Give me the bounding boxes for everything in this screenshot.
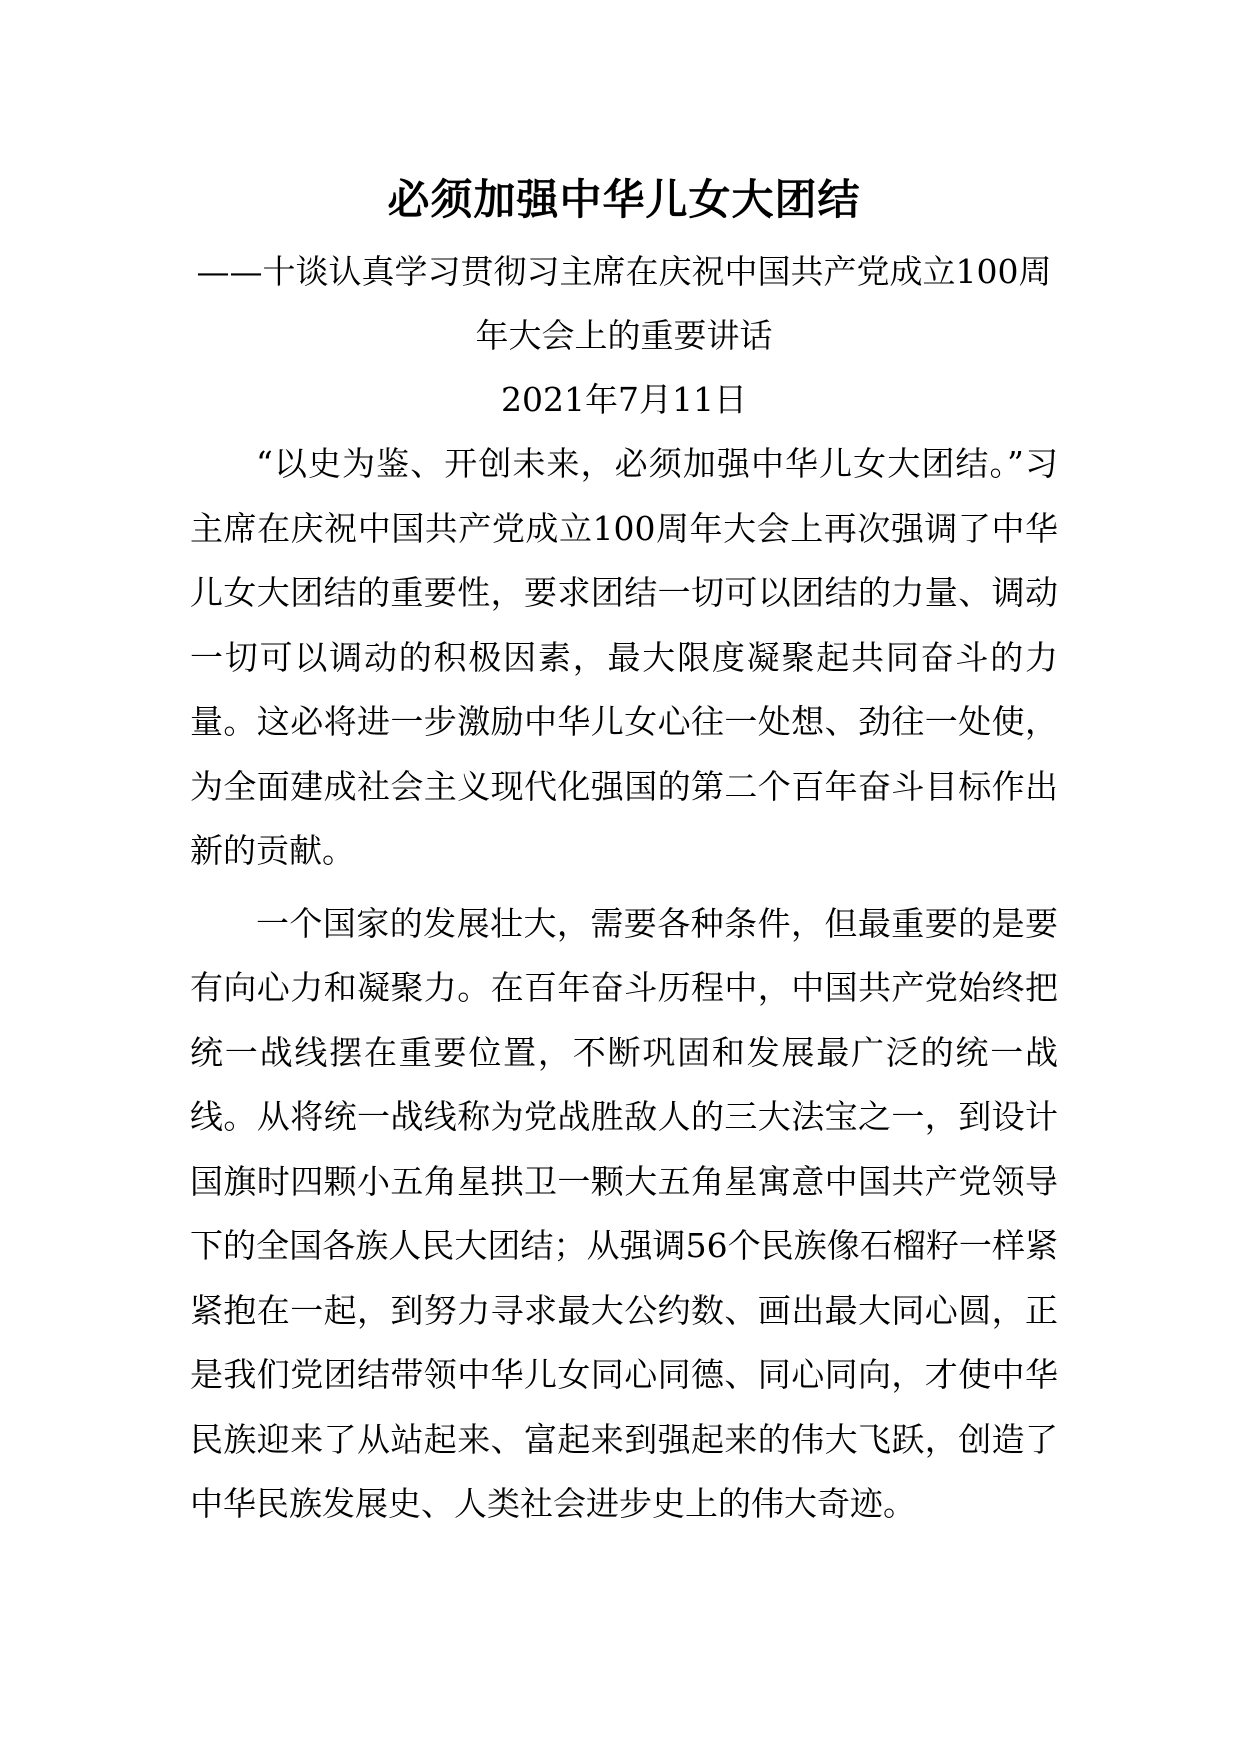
body-paragraph-1: “以史为鉴、开创未来，必须加强中华儿女大团结。”习主席在庆祝中国共产党成立100周年大会上再次强调了中华儿女大团结的重要性，要求团结一切可以团结的力量、调动一切可以调动的积极因素，最大限度凝聚起共同奋斗的力量。这必将进一步激励中华儿女心往一处想、劲往一处使，为全面建成社会主义现代化强国的第二个百年奋斗目标作出新的贡献。 — [190, 444, 1058, 870]
body-paragraph-2: 一个国家的发展壮大，需要各种条件，但最重要的是要有向心力和凝聚力。在百年奋斗历程中，中国共产党始终把统一战线摆在重要位置，不断巩固和发展最广泛的统一战线。从将统一战线称为党战胜敌人的三大法宝之一，到设计国旗时四颗小五角星拱卫一颗大五角星寓意中国共产党领导下的全国各族人民大团结；从强调56个民族像石榴籽一样紧紧抱在一起，到努力寻求最大公约数、画出最大同心圆，正是我们党团结带领中华儿女同心同德、同心同向，才使中华民族迎来了从站起来、富起来到强起来的伟大飞跃，创造了中华民族发展史、人类社会进步史上的伟大奇迹。 — [190, 903, 1058, 1523]
document-subtitle: ——十谈认真学习贯彻习主席在庆祝中国共产党成立100周年大会上的重要讲话 — [196, 252, 1052, 355]
document-date: 2021年7月11日 — [501, 380, 747, 419]
document-title: 必须加强中华儿女大团结 — [387, 175, 861, 224]
document-page — [190, 160, 1058, 1539]
